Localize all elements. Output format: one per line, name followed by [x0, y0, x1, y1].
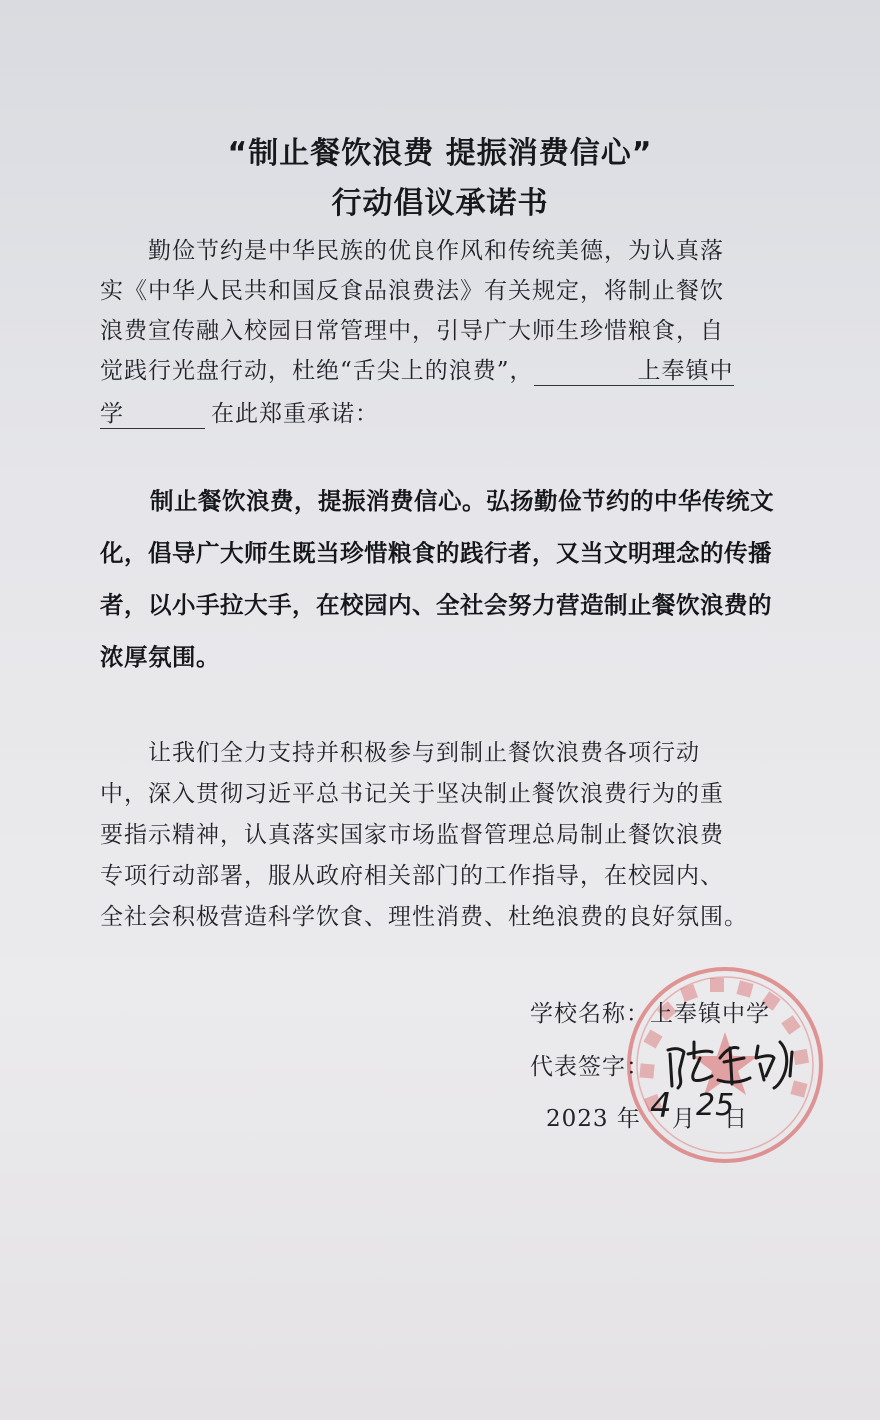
date-row	[546, 1100, 641, 1133]
representative-row	[530, 1048, 650, 1081]
title-line-2: 行动倡议承诺书	[331, 186, 549, 221]
commitment-line-4: 浓厚氛围。	[100, 643, 220, 671]
intro-line-2: 实《中华人民共和国反食品浪费法》有关规定，将制止餐饮	[100, 278, 724, 304]
date-month-handwritten: 4	[650, 1086, 672, 1126]
support-line-3: 要指示精神，认真落实国家市场监督管理总局制止餐饮浪费	[100, 822, 724, 848]
school-name-row	[530, 995, 770, 1028]
intro-line-5-suffix: 在此郑重承诺：	[211, 401, 379, 427]
title-line-1: “制止餐饮浪费 提振消费信心”	[227, 136, 653, 171]
support-line-5: 全社会积极营造科学饮食、理性消费、杜绝浪费的良好氛围。	[100, 904, 748, 930]
intro-line-4	[100, 352, 734, 386]
representative-label: 代表签字：	[530, 1054, 650, 1080]
date-year: 2023	[546, 1106, 609, 1132]
date-day-unit: 日	[724, 1106, 748, 1132]
handwritten-signature	[660, 1028, 810, 1098]
support-line-2: 中，深入贯彻习近平总书记关于坚决制止餐饮浪费行为的重	[100, 781, 724, 807]
school-name-blank-2: 学	[100, 395, 205, 429]
intro-line-3: 浪费宣传融入校园日常管理中，引导广大师生珍惜粮食，自	[100, 318, 724, 344]
intro-line-1: 勤俭节约是中华民族的优良作风和传统美德，为认真落	[148, 238, 724, 264]
support-line-1: 让我们全力支持并积极参与到制止餐饮浪费各项行动	[148, 740, 700, 766]
date-day-handwritten: 25	[696, 1088, 735, 1123]
intro-line-4-prefix: 觉践行光盘行动，杜绝“舌尖上的浪费”，	[100, 358, 534, 384]
school-name-value: 上奉镇中学	[650, 1001, 770, 1027]
commitment-line-3: 者，以小手拉大手，在校园内、全社会努力营造制止餐饮浪费的	[100, 591, 772, 619]
commitment-line-1: 制止餐饮浪费，提振消费信心。弘扬勤俭节约的中华传统文	[150, 487, 774, 515]
date-year-unit: 年	[616, 1106, 641, 1132]
date-month-unit: 月	[672, 1106, 696, 1132]
support-line-4: 专项行动部署，服从政府相关部门的工作指导，在校园内、	[100, 863, 724, 889]
commitment-line-2: 化，倡导广大师生既当珍惜粮食的践行者，又当文明理念的传播	[100, 539, 772, 567]
school-name-label: 学校名称：	[530, 1001, 650, 1027]
school-name-blank-1: 上奉镇中	[534, 352, 734, 386]
intro-line-5	[100, 395, 379, 429]
